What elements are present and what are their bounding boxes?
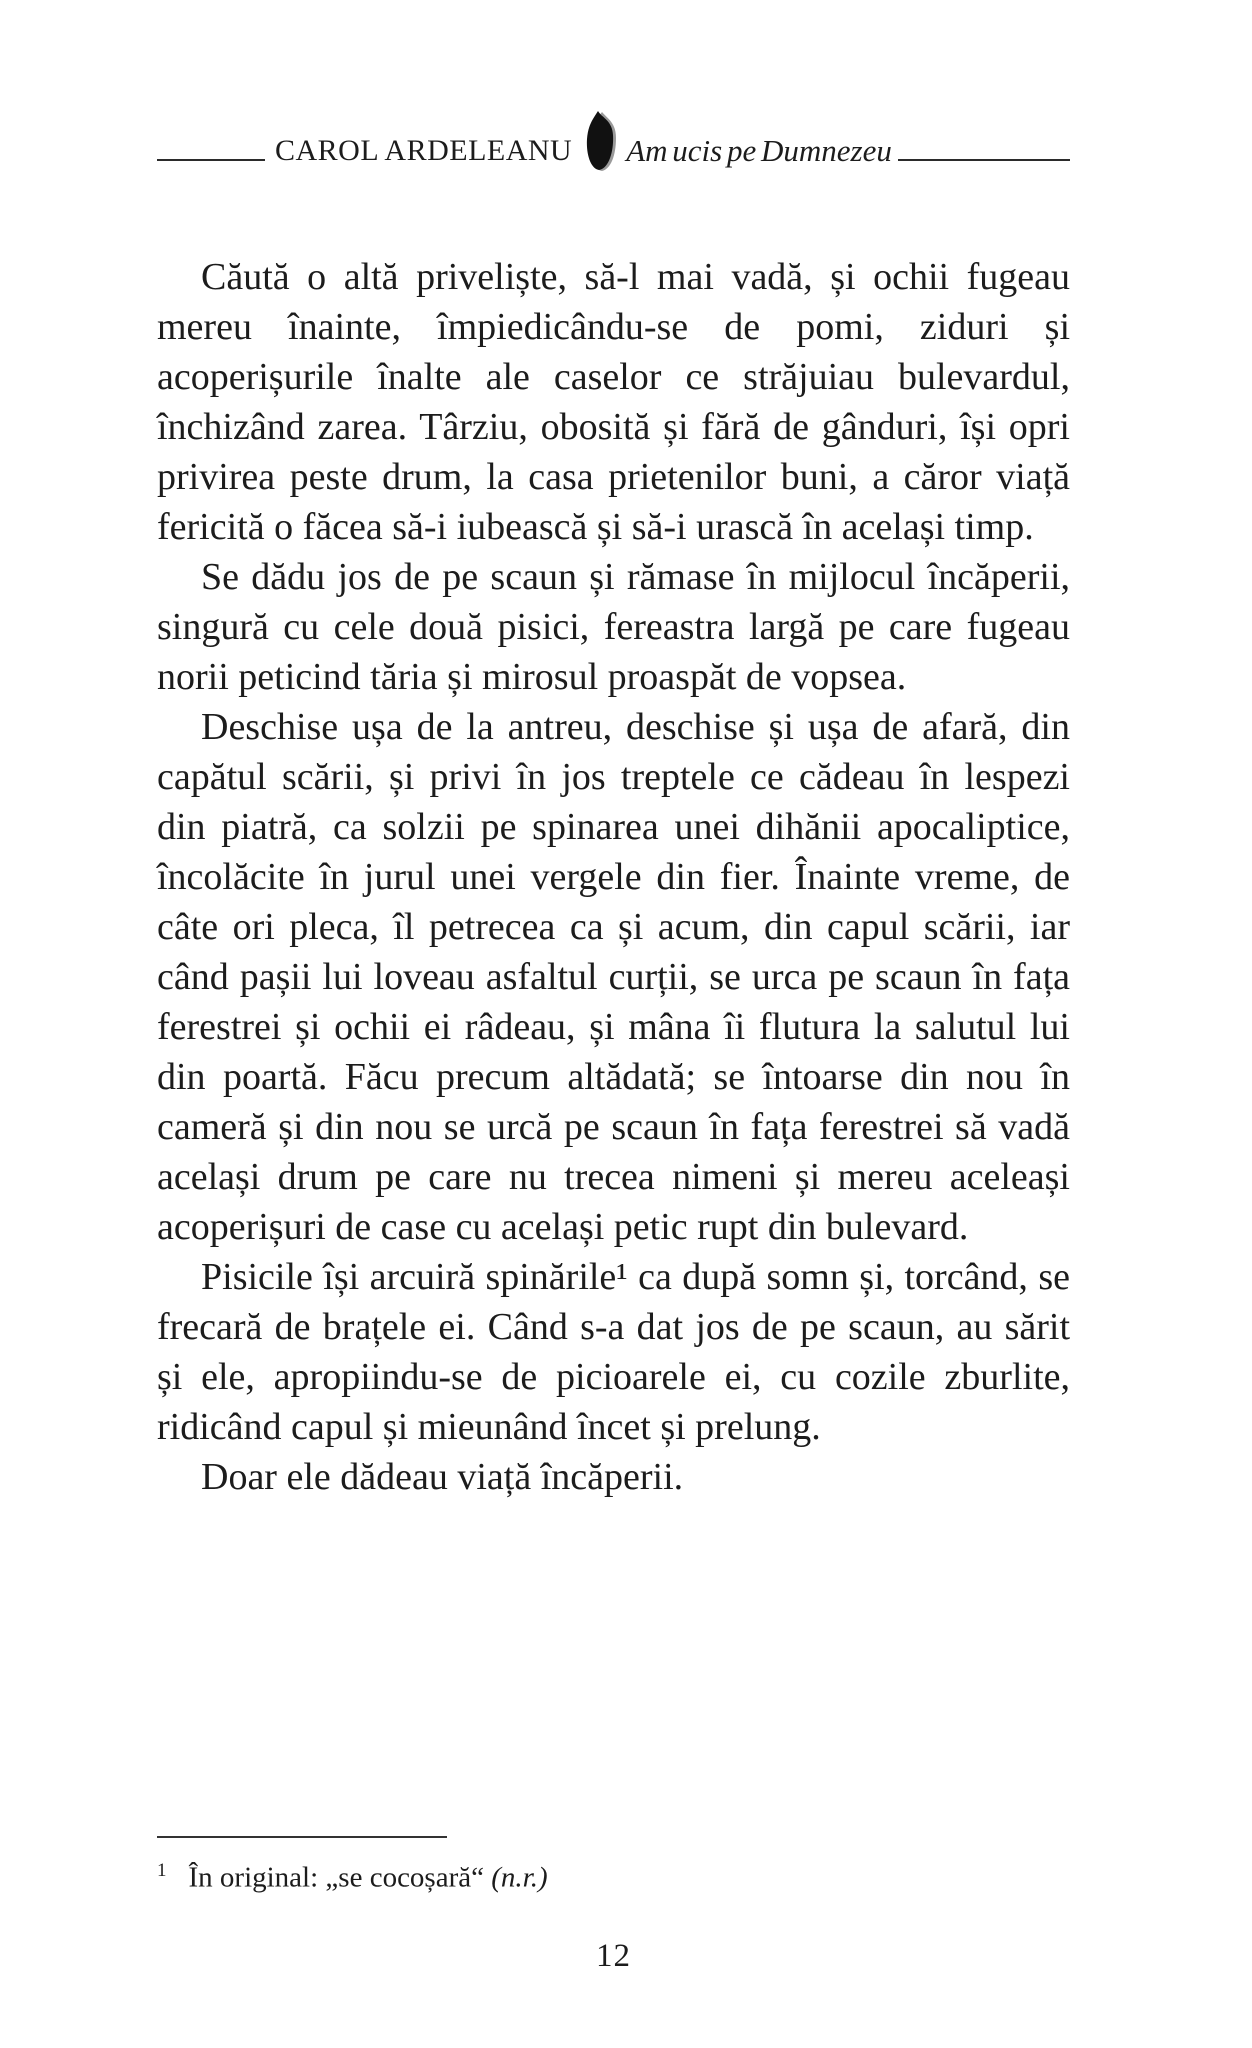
page-number: 12 [596,1938,631,1974]
paragraph: Deschise ușa de la antreu, deschise și ușa de afară, din capătul scării, și privi în jos treptele ce cădeau în lespezi din piatră, ca solzii pe spinarea unei dihănii apocaliptice, încolăcite în jurul unei vergele din fier. Înainte vreme, de câte ori pleca, îl petrecea ca și acum, din capul scării, iar când pașii lui loveau asfaltul curții, se urca pe scaun în fața ferestrei și ochii ei râdeau, și mâna îi flutura la salutul lui din poartă. Făcu precum altădată; se întoarse din nou în cameră și din nou se urcă pe scaun în fața ferestrei să vadă același drum pe care nu trecea nimeni și mereu aceleași acoperișuri de case cu același petic rupt din bulevard. [157,706,1070,1248]
footnote-divider [157,1836,447,1838]
paragraph: Se dădu jos de pe scaun și rămase în mijlocul încăperii, singură cu cele două pisici, fereastra largă pe care fugeau norii peticind tăria și mirosul proaspăt de vopsea. [157,556,1070,698]
header-rule-left [157,159,265,161]
paragraph: Căută o altă priveliște, să-l mai vadă, și ochii fugeau mereu înainte, împiedicându-se de pomi, ziduri și acoperișurile înalte ale caselor ce străjuiau bulevardul, închizând zarea. Târziu, obosită și fără de gânduri, își opri privirea peste drum, la casa prietenilor buni, a căror viață fericită o făcea să-i iubească și să-i urască în același timp. [157,256,1070,548]
leaf-ornament-icon [582,109,618,178]
book-title: Am ucis pe Dumnezeu [626,133,892,168]
paragraph: Doar ele dădeau viață încăperii. [201,1456,684,1498]
author-name: CAROL ARDELEANU [275,134,573,167]
footnote-marker: 1 [157,1860,167,1881]
header-rule-right [898,159,1070,161]
running-header [157,96,1070,166]
body-text [157,252,1070,1502]
paragraph: Pisicile își arcuiră spinările¹ ca după somn și, torcând, se frecară de brațele ei. Când s-a dat jos de pe scaun, au sărit și ele, apropiindu-se de picioarele ei, cu cozile zburlite, ridicând capul și mieunând încet și prelung. [157,1256,1070,1448]
footnote-text: În original: „se cocoșară“ [188,1861,492,1894]
footnote [157,1852,1070,1897]
footnote-source-label: (n.r.) [491,1861,548,1894]
